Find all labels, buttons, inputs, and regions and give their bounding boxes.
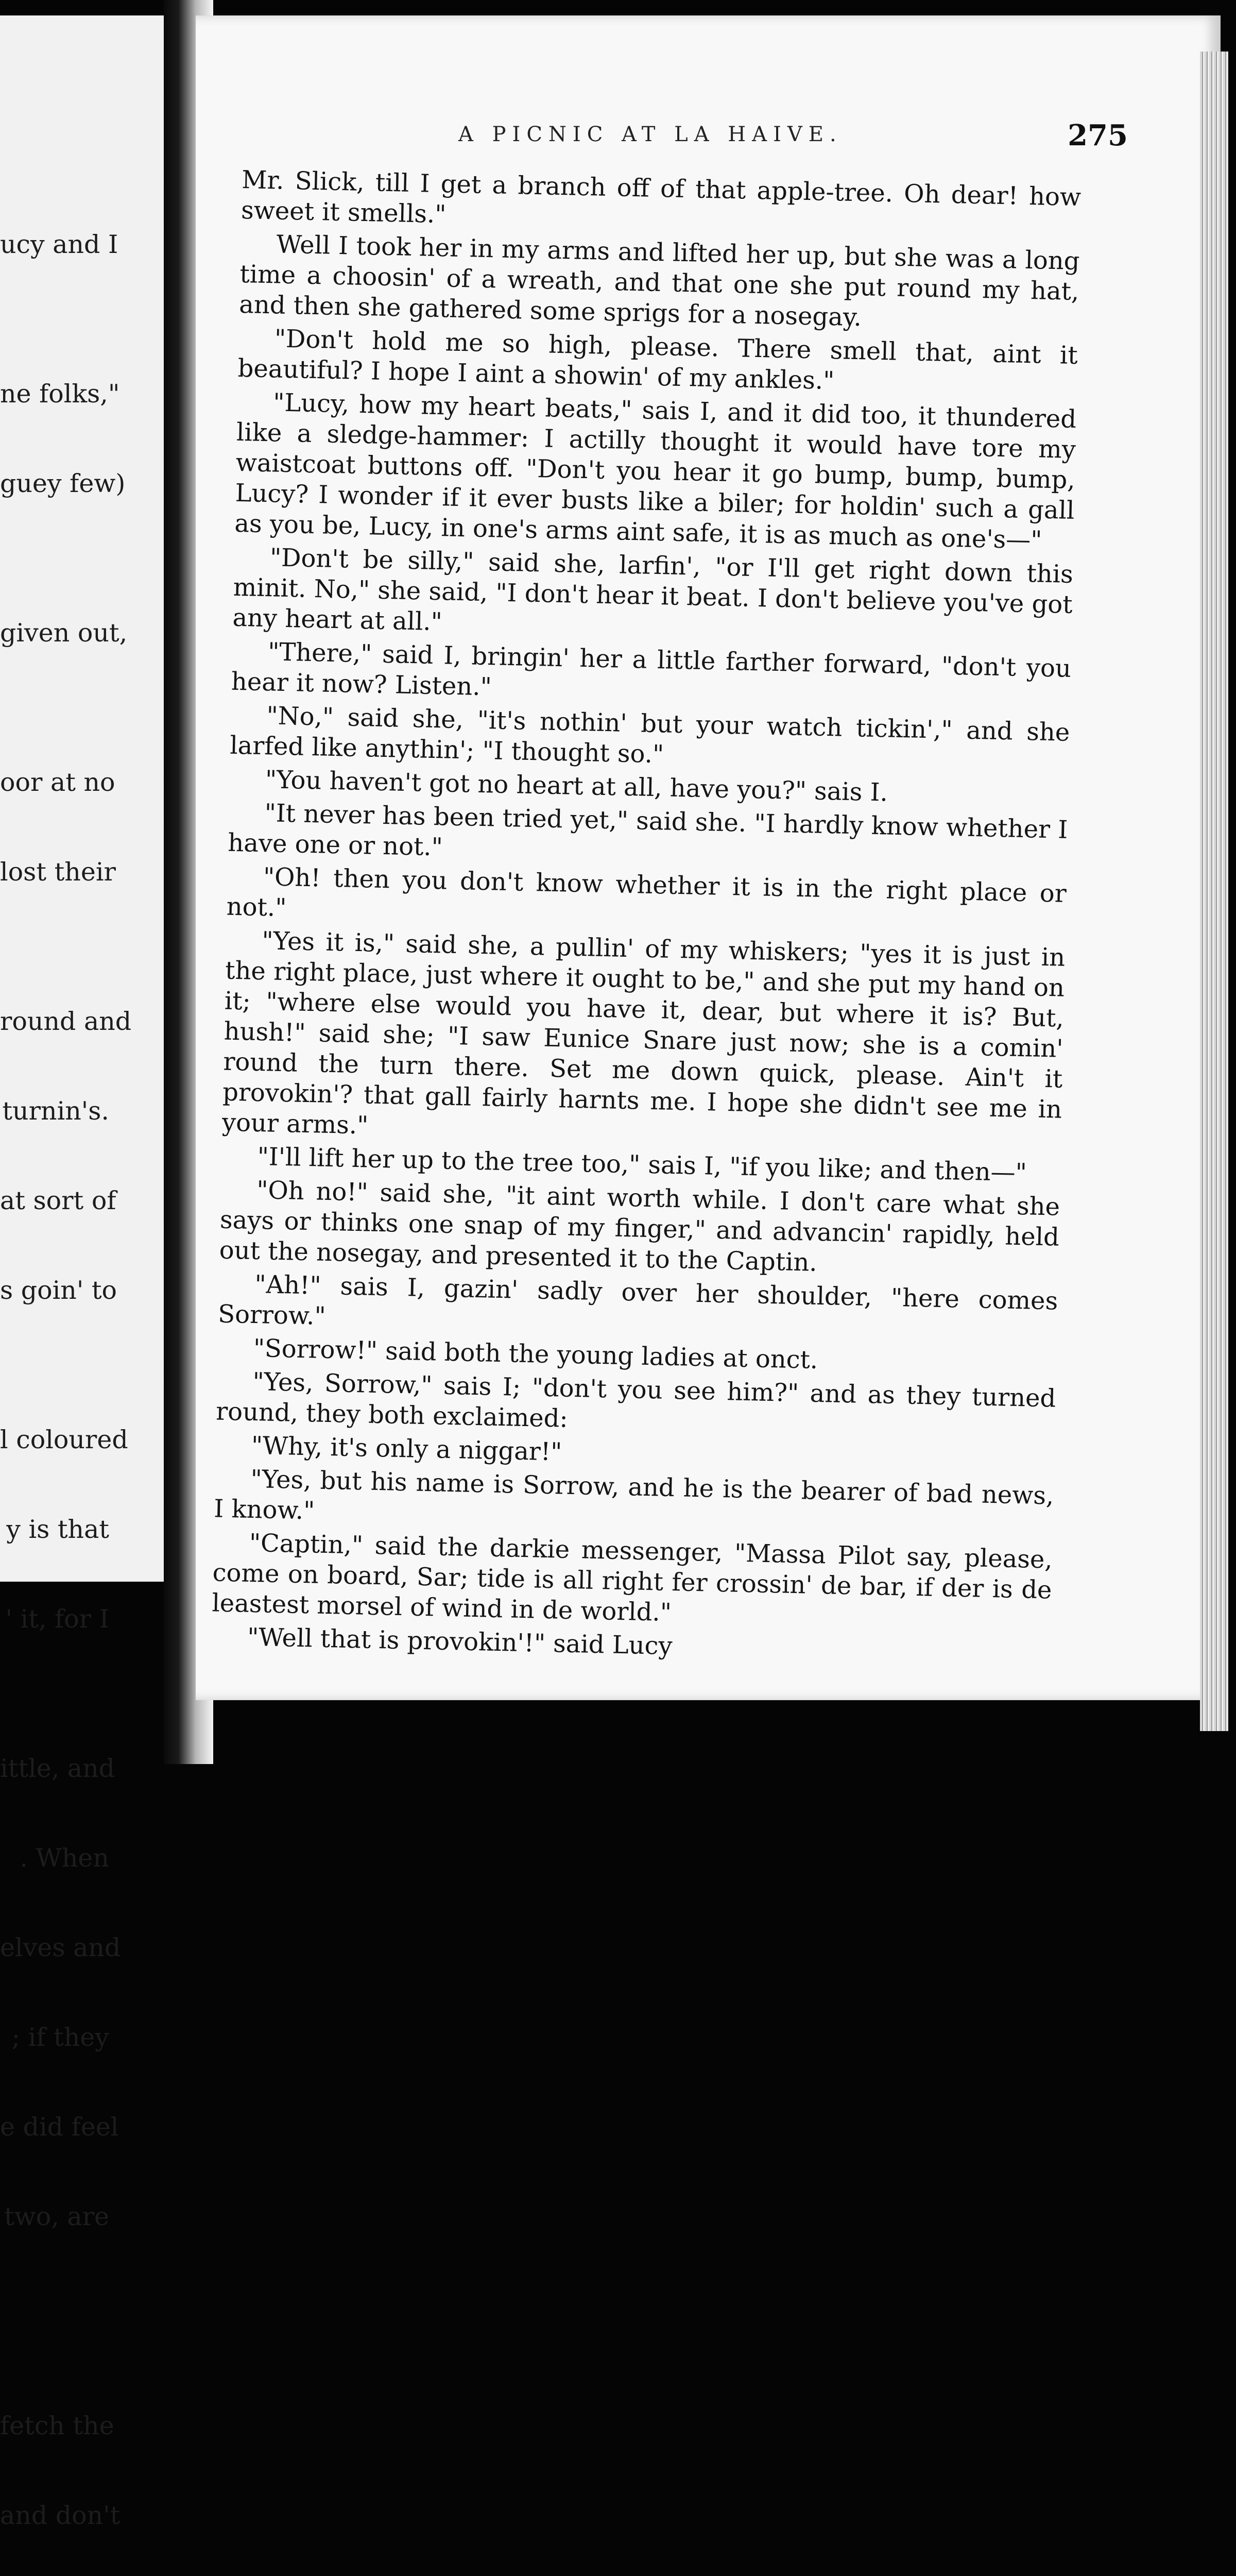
paragraph: "Sorrow!" said both the young ladies at onct. bbox=[253, 1333, 818, 1375]
paragraph: "Captin," said the darkie messenger, "Massa Pilot say, please, come on board, Sar; tide is all right fer crossin' de bar, if der is de leastest morsel of wind in de world." bbox=[211, 1528, 1053, 1628]
left-line: and don't bbox=[0, 2501, 121, 2530]
page-header bbox=[458, 118, 1128, 165]
paragraph: "There," said I, bringin' her a little farther forward, "don't you hear it now? Listen." bbox=[231, 637, 1072, 702]
left-line: ' it, for I bbox=[5, 1604, 109, 1634]
left-line: elves and bbox=[0, 1933, 121, 1962]
paragraph: "Lucy, how my heart beats," sais I, and it did too, it thundered like a sledge-hammer: I actilly thought it would have tore my waistcoat buttons off. "Don't you hear it go bump, bump, bump, Lucy? I wonder if it ever busts like a biler; for holdin' such a gall as you be, Lucy, in one's arms aint safe, it is as much as one's—" bbox=[234, 388, 1077, 555]
left-line: given out, bbox=[0, 618, 128, 648]
page-number: 275 bbox=[1068, 118, 1128, 152]
left-line: guey few) bbox=[0, 469, 126, 498]
paragraph: "Why, it's only a niggar!" bbox=[251, 1431, 562, 1467]
paragraph: "You haven't got no heart at all, have you?" sais I. bbox=[265, 765, 888, 807]
paragraph: "Oh! then you don't know whether it is in the right place or not." bbox=[226, 862, 1067, 923]
left-line: . When bbox=[20, 1843, 109, 1873]
paragraph: "It never has been tried yet," said she. "I hardly know whether I have one or not." bbox=[227, 799, 1068, 862]
left-line: s goin' to bbox=[0, 1276, 117, 1305]
paragraph: "No," said she, "it's nothin' but your watch tickin'," and she larfed like anythin'; "I thought so." bbox=[229, 701, 1070, 769]
left-line: lost their bbox=[0, 857, 116, 887]
left-line: fetch the bbox=[0, 2411, 114, 2441]
paragraph: "Yes it is," said she, a pullin' of my whiskers; "yes it is just in the right place, just where it ought to be," and she put my hand on it; "where else would you have it, dear, but where it is? But, hush!" said she; "I saw Eunice Snare just now; she is a comin' round the turn there. Set me down quick, please. Ain't it provokin'? that gall fairly harnts me. I hope she didn't see me in your arms." bbox=[221, 926, 1066, 1140]
left-line: ne folks," bbox=[0, 379, 120, 409]
running-head: A PICNIC AT LA HAIVE. bbox=[458, 123, 843, 146]
left-line: two, are bbox=[4, 2202, 109, 2231]
left-line: at sort of bbox=[0, 1186, 116, 1215]
paragraph: "Don't hold me so high, please. There smell that, aint it beautiful? I hope I aint a showin' of my ankles." bbox=[237, 324, 1078, 396]
page-edge-stack bbox=[1200, 52, 1228, 1731]
left-line: e did feel bbox=[0, 2112, 119, 2142]
left-line: ittle, and bbox=[0, 1754, 115, 1783]
paragraph: "Yes, Sorrow," sais I; "don't you see him?" and as they turned round, they both exclaimed: bbox=[215, 1367, 1056, 1433]
left-line: round and bbox=[0, 1007, 132, 1036]
paragraph: "Yes, but his name is Sorrow, and he is the bearer of bad news, I know." bbox=[213, 1464, 1054, 1526]
paragraph: Well I took her in my arms and lifted her up, but she was a long time a choosin' of a wreath, and that one she put round my hat, and then she gathered some sprigs for a nosegay. bbox=[238, 230, 1080, 332]
paragraph: "Ah!" sais I, gazin' sadly over her shoulder, "here comes Sorrow." bbox=[217, 1269, 1058, 1331]
page-body bbox=[211, 165, 1081, 1673]
paragraph: "Oh no!" said she, "it aint worth while. I don't care what she says or thinks one snap of my finger," and advancin' rapidly, held out the nosegay, and presented it to the Captin. bbox=[219, 1176, 1060, 1277]
paragraph: Mr. Slick, till I get a branch off of that apple-tree. Oh dear! how sweet it smells." bbox=[241, 165, 1082, 229]
paragraph: "I'll lift her up to the tree too," sais I, "if you like; and then—" bbox=[257, 1142, 1027, 1188]
left-line: ucy and I bbox=[0, 230, 118, 259]
left-line: oor at no bbox=[0, 768, 115, 797]
left-page-text-fragments bbox=[0, 170, 164, 2576]
paragraph: "Well that is provokin'!" said Lucy bbox=[247, 1622, 673, 1661]
left-line: ; if they bbox=[11, 2023, 109, 2052]
left-page bbox=[0, 15, 164, 2530]
left-line: y is that bbox=[6, 1515, 109, 1544]
left-line: l coloured bbox=[0, 1425, 128, 1454]
paragraph: "Don't be silly," said she, larfin', "or I'll get right down this minit. No," she said, "I don't hear it beat. I don't believe you've got any heart at all." bbox=[232, 543, 1074, 637]
left-line: turnin's. bbox=[2, 1096, 109, 1126]
